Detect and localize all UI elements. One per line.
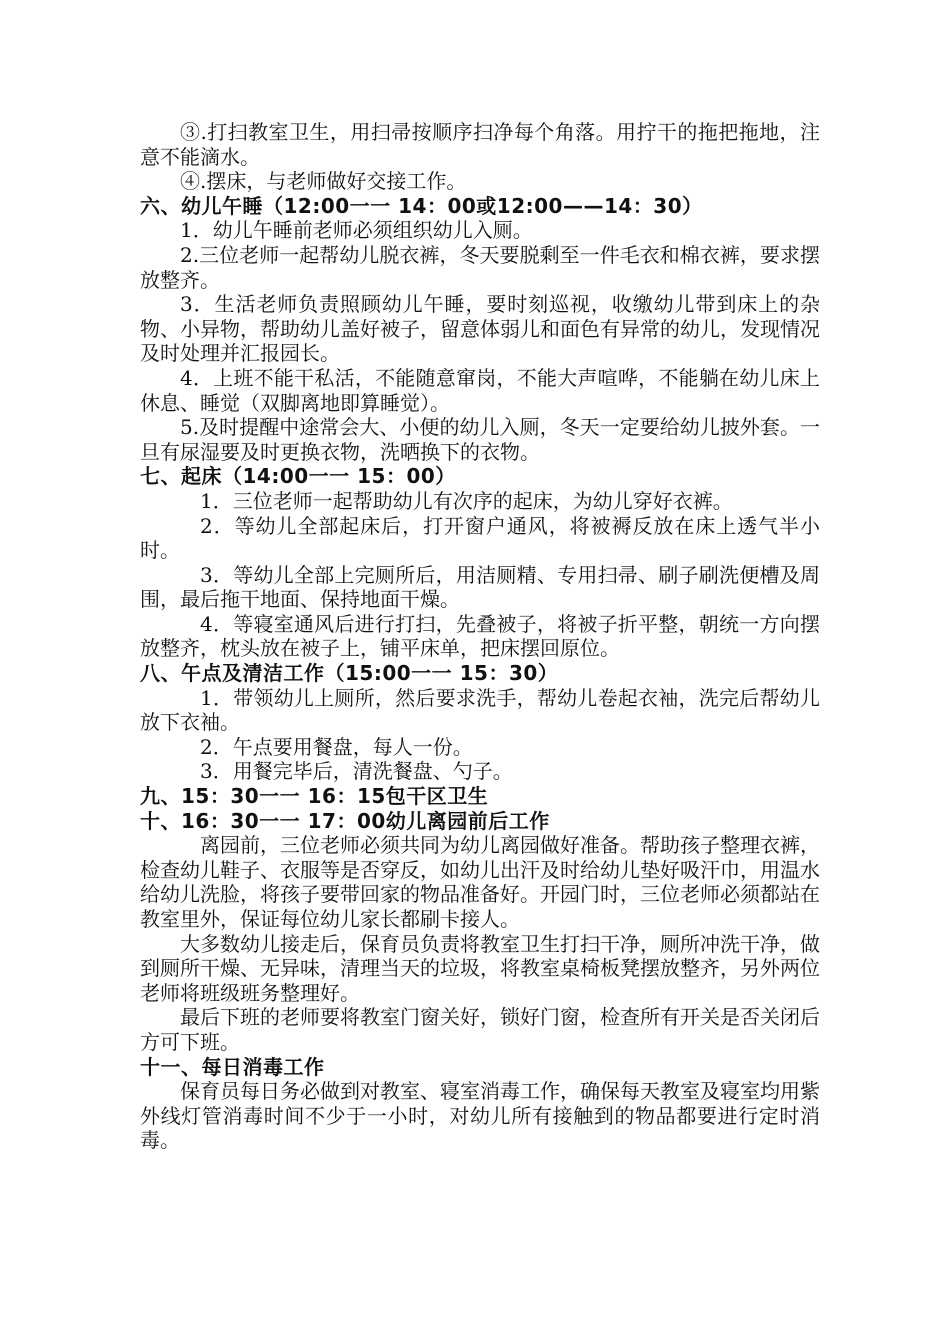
paragraph: 4．等寝室通风后进行打扫，先叠被子，将被子折平整，朝统一方向摆放整齐，枕头放在被子上，铺平床单，把床摆回原位。 <box>140 611 820 661</box>
paragraph: ④.摆床，与老师做好交接工作。 <box>180 169 467 194</box>
paragraph: 5.及时提醒中途常会大、小便的幼儿入厕，冬天一定要给幼儿披外套。一旦有尿湿要及时更换衣物，洗晒换下的衣物。 <box>140 415 820 464</box>
document-body <box>140 120 820 1153</box>
paragraph: 2．等幼儿全部起床后，打开窗户通风，将被褥反放在床上透气半小时。 <box>140 513 820 563</box>
paragraph: 1．三位老师一起帮助幼儿有次序的起床，为幼儿穿好衣裤。 <box>200 488 733 513</box>
paragraph: 2.三位老师一起帮幼儿脱衣裤，冬天要脱剩至一件毛衣和棉衣裤，要求摆放整齐。 <box>140 242 820 292</box>
paragraph: 3．生活老师负责照顾幼儿午睡，要时刻巡视，收缴幼儿带到床上的杂物、小异物，帮助幼儿盖好被子，留意体弱儿和面色有异常的幼儿，发现情况及时处理并汇报园长。 <box>140 292 820 366</box>
paragraph: 2．午点要用餐盘，每人一份。 <box>200 734 473 759</box>
section-heading: 十一、每日消毒工作 <box>140 1054 325 1079</box>
paragraph: 1．带领幼儿上厕所，然后要求洗手，帮幼儿卷起衣袖，洗完后帮幼儿放下衣袖。 <box>140 685 820 735</box>
section-heading: 六、幼儿午睡（12:00一一 14：00或12:00——14：30） <box>140 193 703 218</box>
paragraph: 离园前，三位老师必须共同为幼儿离园做好准备。帮助孩子整理衣裤，检查幼儿鞋子、衣服等是否穿反，如幼儿出汗及时给幼儿垫好吸汗巾，用温水给幼儿洗脸，将孩子要带回家的物品准备好。开园门时，三位老师必须都站在教室里外，保证每位幼儿家长都刷卡接人。 <box>140 833 820 931</box>
paragraph: 4．上班不能干私活，不能随意窜岗，不能大声喧哗，不能躺在幼儿床上休息、睡觉（双脚离地即算睡觉）。 <box>140 365 820 415</box>
paragraph: 3．用餐完毕后，清洗餐盘、勺子。 <box>200 759 513 784</box>
section-heading: 十、16：30一一 17：00幼儿离园前后工作 <box>140 808 550 833</box>
paragraph: 最后下班的老师要将教室门窗关好，锁好门窗，检查所有开关是否关闭后方可下班。 <box>140 1005 820 1054</box>
paragraph: 3．等幼儿全部上完厕所后，用洁厕精、专用扫帚、刷子刷洗便槽及周围，最后拖干地面、保持地面干燥。 <box>140 562 820 612</box>
paragraph: 保育员每日务必做到对教室、寝室消毒工作，确保每天教室及寝室均用紫外线灯管消毒时间不少于一小时，对幼儿所有接触到的物品都要进行定时消毒。 <box>140 1079 820 1153</box>
paragraph: 大多数幼儿接走后，保育员负责将教室卫生打扫干净，厕所冲洗干净，做到厕所干燥、无异味，清理当天的垃圾，将教室桌椅板凳摆放整齐，另外两位老师将班级班务整理好。 <box>140 931 820 1005</box>
paragraph: 1．幼儿午睡前老师必须组织幼儿入厕。 <box>180 218 533 243</box>
section-heading: 九、15：30一一 16：15包干区卫生 <box>140 784 489 809</box>
section-heading: 七、起床（14:00一一 15：00） <box>140 464 456 489</box>
paragraph: ③.打扫教室卫生，用扫帚按顺序扫净每个角落。用拧干的拖把拖地，注意不能滴水。 <box>140 120 820 169</box>
section-heading: 八、午点及清洁工作（15:00一一 15：30） <box>140 661 559 686</box>
